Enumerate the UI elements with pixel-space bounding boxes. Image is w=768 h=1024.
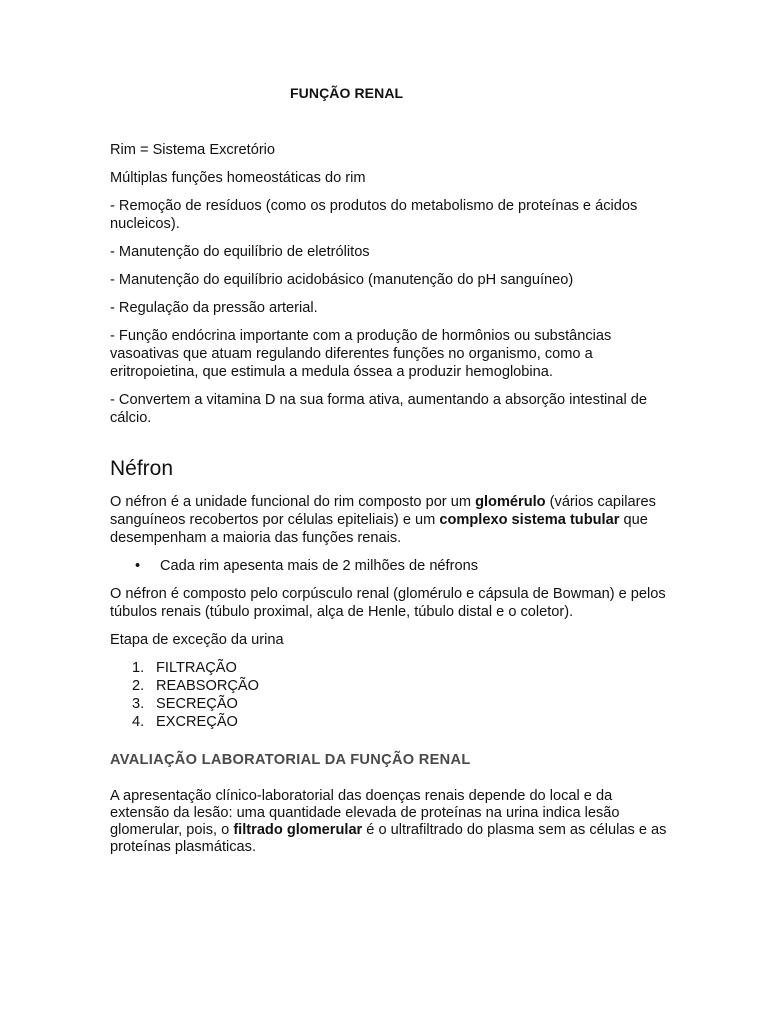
step-number: 2. xyxy=(132,678,145,694)
function-item: - Remoção de resíduos (como os produtos do metabolismo de proteínas e ácidos nucleicos). xyxy=(110,198,638,232)
nefron-heading: Néfron xyxy=(110,457,174,480)
step-number: 4. xyxy=(132,714,145,730)
step-number: 1. xyxy=(132,660,145,676)
function-item: - Função endócrina importante com a produção de hormônios ou substâncias vasoativas que atuam regulando diferentes funções no organismo, como a eritropoietina, que estimula a medula óssea a produzir hemoglobina. xyxy=(110,328,612,380)
avaliacao-paragraph xyxy=(110,788,670,856)
steps-intro: Etapa de exceção da urina xyxy=(110,632,284,648)
step-item xyxy=(132,713,670,731)
nefron-paragraph-2: O néfron é composto pelo corpúsculo renal (glomérulo e cápsula de Bowman) e pelos túbulos renais (túbulo proximal, alça de Henle, túbulo distal e o coletor). xyxy=(110,586,666,620)
bullet-item: • Cada rim apesenta mais de 2 milhões de néfrons xyxy=(135,557,670,575)
urine-steps-list xyxy=(110,659,670,731)
bold-term-complexo-sistema-tubular: complexo sistema tubular xyxy=(439,512,620,528)
document-body xyxy=(110,141,670,866)
text-span: é o ultrafiltrado do plasma sem as células e as proteínas plasmáticas. xyxy=(110,822,667,855)
bold-term-filtrado-glomerular: filtrado glomerular xyxy=(233,822,363,838)
function-item: - Manutenção do equilíbrio acidobásico (manutenção do pH sanguíneo) xyxy=(110,272,574,288)
step-label: REABSORÇÃO xyxy=(156,678,259,694)
text-span: (vários capilares sanguíneos recobertos por células epiteliais) e um xyxy=(110,494,656,528)
step-item xyxy=(132,677,670,695)
step-number: 3. xyxy=(132,696,145,712)
document-title: FUNÇÃO RENAL xyxy=(290,85,404,101)
step-label: FILTRAÇÃO xyxy=(156,660,237,676)
step-label: SECREÇÃO xyxy=(156,696,238,712)
function-item: - Manutenção do equilíbrio de eletrólitos xyxy=(110,244,370,260)
step-label: EXCREÇÃO xyxy=(156,714,238,730)
function-item: - Convertem a vitamina D na sua forma ativa, aumentando a absorção intestinal de cálcio. xyxy=(110,392,648,426)
function-item: - Regulação da pressão arterial. xyxy=(110,300,318,316)
nefron-bullet-list xyxy=(110,557,670,575)
intro-line-2: Múltiplas funções homeostáticas do rim xyxy=(110,170,366,186)
text-span: A apresentação clínico-laboratorial das doenças renais depende do local e da extensão da lesão: uma quantidade elevada de proteínas na urina indica lesão glomerular, pois, o xyxy=(110,788,620,838)
step-item xyxy=(132,659,670,677)
bold-term-glomerulo: glomérulo xyxy=(475,494,546,510)
intro-line-1: Rim = Sistema Excretório xyxy=(110,142,276,158)
text-span: O néfron é a unidade funcional do rim composto por um xyxy=(110,494,476,510)
nefron-paragraph-1 xyxy=(110,493,670,547)
avaliacao-heading: AVALIAÇÃO LABORATORIAL DA FUNÇÃO RENAL xyxy=(110,752,471,768)
step-item xyxy=(132,695,670,713)
text-span: que desempenham a maioria das funções renais. xyxy=(110,512,648,546)
